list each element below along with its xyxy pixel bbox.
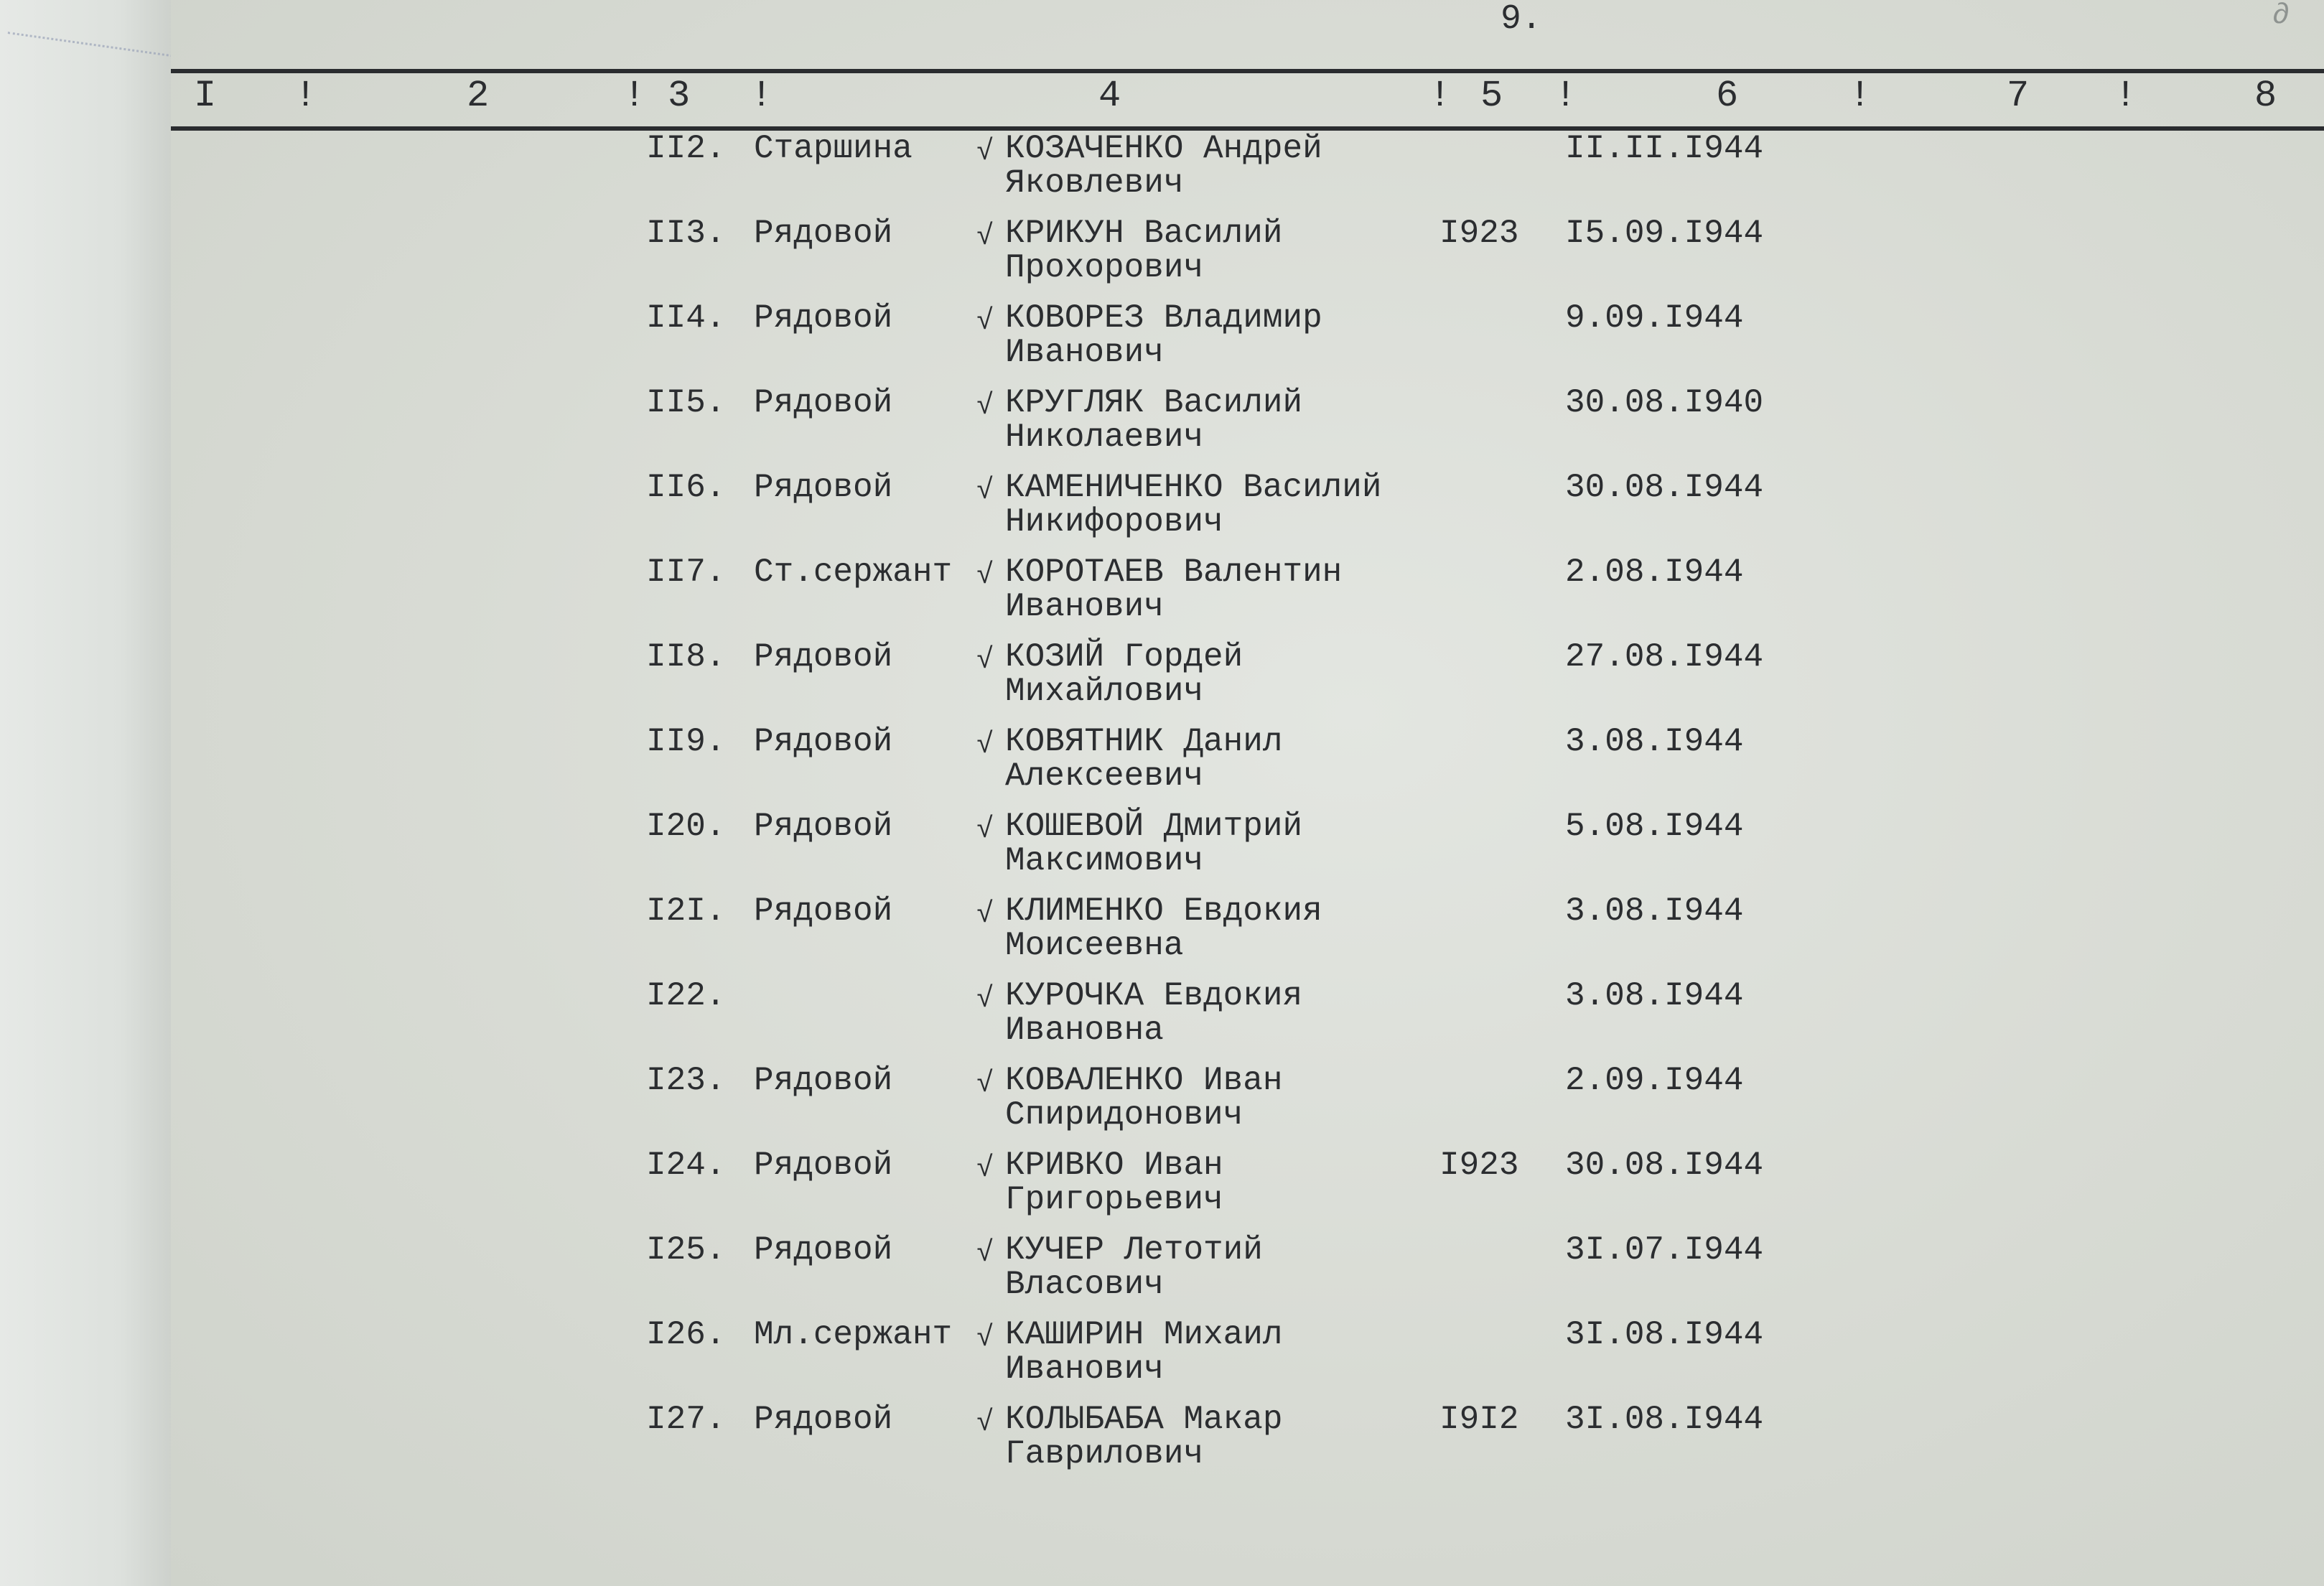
row-rank: Рядовой: [754, 1401, 893, 1438]
row-rank: Рядовой: [754, 1062, 893, 1099]
row-patronymic: Яковлевич: [1005, 164, 1184, 202]
row-date: 5.08.I944: [1565, 808, 1744, 845]
row-rank: Мл.сержант: [754, 1316, 953, 1353]
row-patronymic: Максимович: [1005, 842, 1204, 880]
row-date: 2.08.I944: [1565, 554, 1744, 591]
table-row: [0, 554, 2324, 640]
row-surname: КОРОТАЕВ Валентин: [1005, 554, 1343, 591]
table-row: [0, 131, 2324, 217]
check-mark-icon: √: [976, 306, 994, 338]
row-surname: КОВАЛЕНКО Иван: [1005, 1062, 1283, 1099]
table-row: [0, 808, 2324, 895]
check-mark-icon: √: [976, 391, 994, 423]
row-date: 3.08.I944: [1565, 892, 1744, 930]
row-date: 3.08.I944: [1565, 723, 1744, 760]
col-sep-1: !: [294, 75, 317, 117]
row-rank: Рядовой: [754, 808, 893, 845]
row-date: 9.09.I944: [1565, 299, 1744, 337]
row-number: I2I.: [646, 892, 726, 930]
row-patronymic: Моисеевна: [1005, 927, 1184, 964]
row-patronymic: Прохорович: [1005, 249, 1204, 286]
row-patronymic: Алексеевич: [1005, 757, 1204, 795]
check-mark-icon: √: [976, 814, 994, 846]
row-date: 30.08.I944: [1565, 1147, 1764, 1184]
check-mark-icon: √: [976, 1323, 994, 1355]
table-row: [0, 300, 2324, 386]
row-rank: Рядовой: [754, 469, 893, 506]
row-rank: Рядовой: [754, 1147, 893, 1184]
table-row: [0, 1147, 2324, 1233]
row-surname: КОВЯТНИК Данил: [1005, 723, 1283, 760]
row-patronymic: Иванович: [1005, 1351, 1164, 1388]
row-number: I27.: [646, 1401, 726, 1438]
col-header-1: I: [194, 75, 217, 117]
col-header-3: 3: [668, 75, 691, 117]
row-surname: КЛИМЕНКО Евдокия: [1005, 892, 1322, 930]
row-patronymic: Ивановна: [1005, 1012, 1164, 1049]
row-surname: КАМЕНИЧЕНКО Василий: [1005, 469, 1382, 506]
col-sep-4: !: [1429, 75, 1452, 117]
row-surname: КОШЕВОЙ Дмитрий: [1005, 808, 1303, 845]
row-date: 30.08.I940: [1565, 384, 1764, 421]
row-year: I9I2: [1439, 1401, 1519, 1438]
check-mark-icon: √: [976, 645, 994, 677]
row-patronymic: Власович: [1005, 1266, 1164, 1303]
row-patronymic: Никифорович: [1005, 503, 1223, 541]
col-sep-6: !: [1849, 75, 1872, 117]
col-sep-5: !: [1554, 75, 1577, 117]
row-year: I923: [1439, 1147, 1519, 1184]
check-mark-icon: √: [976, 1153, 994, 1185]
row-number: I20.: [646, 808, 726, 845]
check-mark-icon: √: [976, 899, 994, 931]
row-surname: КРИВКО Иван: [1005, 1147, 1223, 1184]
table-row: [0, 724, 2324, 810]
row-rank: Рядовой: [754, 384, 893, 421]
row-date: 3I.08.I944: [1565, 1401, 1764, 1438]
row-surname: КРИКУН Василий: [1005, 215, 1283, 252]
row-date: 2.09.I944: [1565, 1062, 1744, 1099]
row-surname: КРУГЛЯК Василий: [1005, 384, 1303, 421]
row-number: I23.: [646, 1062, 726, 1099]
row-date: I5.09.I944: [1565, 215, 1764, 252]
row-date: II.II.I944: [1565, 130, 1764, 167]
check-mark-icon: √: [976, 729, 994, 762]
row-date: 3I.08.I944: [1565, 1316, 1764, 1353]
row-rank: Рядовой: [754, 1231, 893, 1269]
row-date: 27.08.I944: [1565, 638, 1764, 676]
check-mark-icon: √: [976, 221, 994, 253]
table-row: [0, 385, 2324, 471]
table-row: [0, 639, 2324, 725]
row-rank: Рядовой: [754, 723, 893, 760]
row-rank: Рядовой: [754, 638, 893, 676]
row-number: I25.: [646, 1231, 726, 1269]
row-year: I923: [1439, 215, 1519, 252]
row-patronymic: Гаврилович: [1005, 1435, 1204, 1473]
table-row: [0, 1317, 2324, 1403]
row-date: 30.08.I944: [1565, 469, 1764, 506]
check-mark-icon: √: [976, 1238, 994, 1270]
row-number: I26.: [646, 1316, 726, 1353]
col-sep-7: !: [2114, 75, 2137, 117]
row-patronymic: Спиридонович: [1005, 1096, 1243, 1134]
pencil-mark: ∂: [2272, 0, 2290, 32]
check-mark-icon: √: [976, 984, 994, 1016]
page-number: 9.: [1501, 0, 1542, 39]
row-number: II7.: [646, 554, 726, 591]
row-surname: КОВОРЕЗ Владимир: [1005, 299, 1322, 337]
check-mark-icon: √: [976, 1407, 994, 1440]
row-patronymic: Григорьевич: [1005, 1181, 1223, 1218]
row-number: II5.: [646, 384, 726, 421]
row-number: II2.: [646, 130, 726, 167]
row-number: I24.: [646, 1147, 726, 1184]
row-number: I22.: [646, 977, 726, 1014]
row-surname: КОЗАЧЕНКО Андрей: [1005, 130, 1322, 167]
row-number: II8.: [646, 638, 726, 676]
col-sep-3: !: [750, 75, 773, 117]
row-surname: КУРОЧКА Евдокия: [1005, 977, 1303, 1014]
row-surname: КАШИРИН Михаил: [1005, 1316, 1283, 1353]
row-patronymic: Иванович: [1005, 334, 1164, 371]
check-mark-icon: √: [976, 560, 994, 592]
col-header-2: 2: [467, 75, 490, 117]
row-rank: Ст.сержант: [754, 554, 953, 591]
row-patronymic: Иванович: [1005, 588, 1164, 625]
check-mark-icon: √: [976, 475, 994, 508]
row-rank: Рядовой: [754, 892, 893, 930]
row-surname: КУЧЕР Летотий: [1005, 1231, 1263, 1269]
row-patronymic: Михайлович: [1005, 673, 1204, 710]
row-surname: КОЛЫБАБА Макар: [1005, 1401, 1283, 1438]
row-surname: КОЗИЙ Гордей: [1005, 638, 1243, 676]
row-number: II9.: [646, 723, 726, 760]
row-patronymic: Николаевич: [1005, 419, 1204, 456]
table-row: [0, 1063, 2324, 1149]
row-rank: Рядовой: [754, 299, 893, 337]
row-rank: Рядовой: [754, 215, 893, 252]
row-date: 3I.07.I944: [1565, 1231, 1764, 1269]
row-date: 3.08.I944: [1565, 977, 1744, 1014]
header-rule-top: [171, 69, 2324, 73]
table-row: [0, 978, 2324, 1064]
table-row: [0, 1401, 2324, 1488]
check-mark-icon: √: [976, 1068, 994, 1101]
table-row: [0, 893, 2324, 979]
table-row: [0, 1232, 2324, 1318]
row-number: II4.: [646, 299, 726, 337]
check-mark-icon: √: [976, 136, 994, 169]
table-row: [0, 215, 2324, 302]
col-header-6: 6: [1716, 75, 1739, 117]
table-row: [0, 470, 2324, 556]
row-number: II6.: [646, 469, 726, 506]
row-rank: Старшина: [754, 130, 913, 167]
col-header-5: 5: [1480, 75, 1503, 117]
col-header-7: 7: [2007, 75, 2030, 117]
col-sep-2: !: [623, 75, 646, 117]
col-header-4: 4: [1098, 75, 1121, 117]
col-header-8: 8: [2254, 75, 2277, 117]
row-number: II3.: [646, 215, 726, 252]
